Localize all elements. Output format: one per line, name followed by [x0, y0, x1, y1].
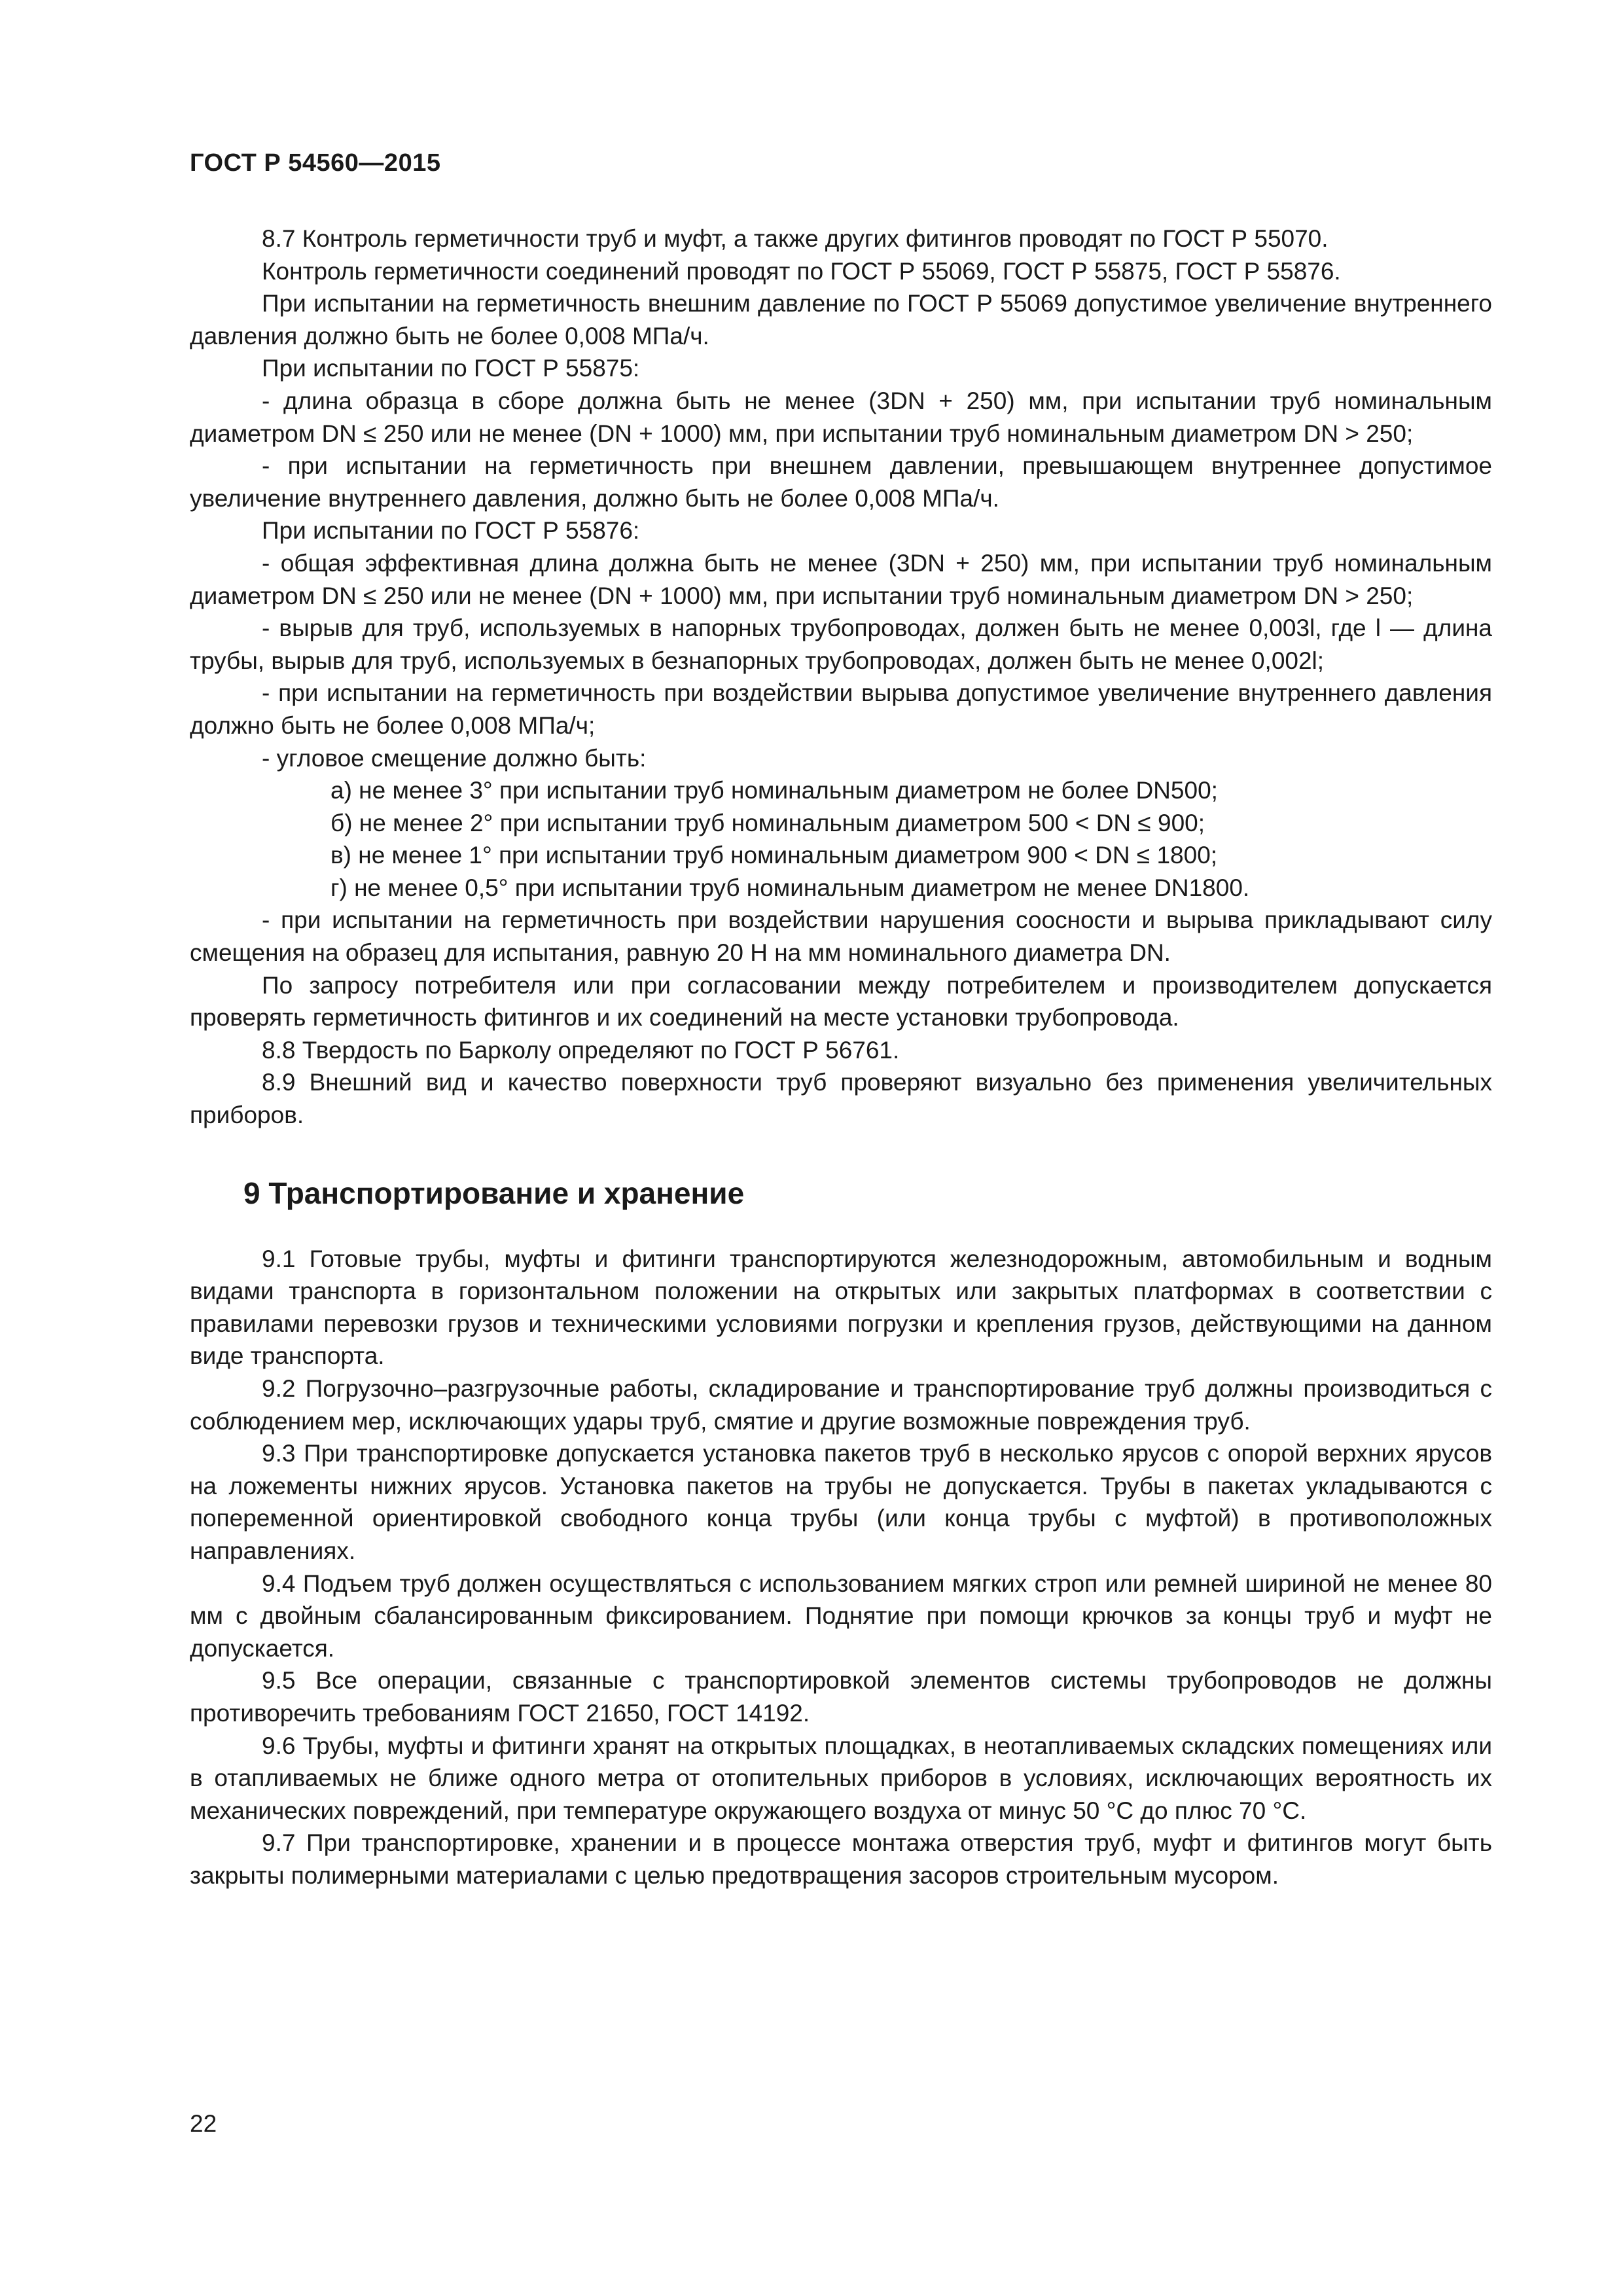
sublist-item-c: в) не менее 1° при испытании труб номинальным диаметром 900 < DN ≤ 1800; [330, 842, 1218, 869]
document-body [190, 223, 1492, 1892]
paragraph-8-7: 8.7 Контроль герметичности труб и муфт, а также других фитингов проводят по ГОСТ Р 55070. [262, 225, 1329, 252]
list-item-pullout: - вырыв для труб, используемых в напорных трубопроводах, должен быть не менее 0,003l, где l — длина трубы, вырыв для труб, используемых в безнапорных трубопроводах, должен быть не менее 0,002l; [190, 615, 1492, 674]
paragraph-9-5: 9.5 Все операции, связанные с транспортировкой элементов системы трубопроводов не должны противоречить требованиям ГОСТ 21650, ГОСТ 14192. [190, 1667, 1492, 1727]
document-code-header: ГОСТ Р 54560—2015 [190, 149, 441, 177]
page-number: 22 [190, 2110, 217, 2137]
paragraph-8-9: 8.9 Внешний вид и качество поверхности труб проверяют визуально без применения увеличительных приборов. [190, 1069, 1492, 1129]
list-item-external-pressure-increase: - при испытании на герметичность при внешнем давлении, превышающем внутреннее допустимое увеличение внутреннего давления, должно быть не более 0,008 МПа/ч. [190, 452, 1492, 512]
section-title-transport-storage: 9 Транспортирование и хранение [243, 1175, 745, 1210]
list-item-angular-offset: - угловое смещение должно быть: [262, 744, 647, 772]
sublist-item-d: г) не менее 0,5° при испытании труб номинальным диаметром не менее DN1800. [330, 874, 1250, 901]
list-item-sample-length: - длина образца в сборе должна быть не менее (3DN + 250) мм, при испытании труб номинальным диаметром DN ≤ 250 или не менее (DN + 1000) мм, при испытании труб номинальным диаметром DN > 250; [190, 387, 1492, 447]
paragraph-test-55876-intro: При испытании по ГОСТ Р 55876: [262, 517, 640, 545]
paragraph-onsite-check: По запросу потребителя или при согласовании между потребителем и производителем допускается проверять герметичность фитингов и их соединений на месте установки трубопровода. [190, 971, 1492, 1031]
paragraph-8-8: 8.8 Твердость по Барколу определяют по ГОСТ Р 56761. [262, 1036, 900, 1064]
paragraph-9-3: 9.3 При транспортировке допускается установка пакетов труб в несколько ярусов с опорой верхних ярусов на ложементы нижних ярусов. Установка пакетов на трубы не допускается. Трубы в пакетах укладываются с попеременной ориентировкой свободного конца трубы (или конца трубы с муфтой) в противоположных направлениях. [190, 1440, 1492, 1564]
paragraph-9-7: 9.7 При транспортировке, хранении и в процессе монтажа отверстия труб, муфт и фитингов могут быть закрыты полимерными материалами с целью предотвращения засоров строительным мусором. [190, 1829, 1492, 1889]
paragraph-joint-tightness: Контроль герметичности соединений проводят по ГОСТ Р 55069, ГОСТ Р 55875, ГОСТ Р 55876. [262, 257, 1341, 285]
paragraph-9-1: 9.1 Готовые трубы, муфты и фитинги транспортируются железнодорожным, автомобильным и водным видами транспорта в горизонтальном положении на открытых или закрытых платформах в соответствии с правилами перевозки грузов и техническими условиями погрузки и крепления грузов, действующими на данном виде транспорта. [190, 1245, 1492, 1370]
list-item-pullout-pressure: - при испытании на герметичность при воздействии вырыва допустимое увеличение внутреннего давления должно быть не более 0,008 МПа/ч; [190, 679, 1492, 739]
paragraph-9-2: 9.2 Погрузочно–разгрузочные работы, складирование и транспортирование труб должны производиться с соблюдением мер, исключающих удары труб, смятие и другие возможные повреждения труб. [190, 1375, 1492, 1435]
paragraph-external-pressure: При испытании на герметичность внешним давление по ГОСТ Р 55069 допустимое увеличение внутреннего давления должно быть не более 0,008 МПа/ч. [190, 290, 1492, 350]
sublist-item-b: б) не менее 2° при испытании труб номинальным диаметром 500 < DN ≤ 900; [330, 809, 1205, 836]
paragraph-9-6: 9.6 Трубы, муфты и фитинги хранят на открытых площадках, в неотапливаемых складских помещениях или в отапливаемых не ближе одного метра от отопительных приборов в условиях, исключающих вероятность их механических повреждений, при температуре окружающего воздуха от минус 50 °С до плюс 70 °С. [190, 1732, 1492, 1824]
list-item-effective-length: - общая эффективная длина должна быть не менее (3DN + 250) мм, при испытании труб номинальным диаметром DN ≤ 250 или не менее (DN + 1000) мм, при испытании труб номинальным диаметром DN > 250; [190, 549, 1492, 609]
sublist-item-a: а) не менее 3° при испытании труб номинальным диаметром не более DN500; [330, 777, 1218, 804]
paragraph-9-4: 9.4 Подъем труб должен осуществляться с использованием мягких строп или ремней шириной не менее 80 мм с двойным сбалансированным фиксированием. Поднятие при помощи крючков за концы труб и муфт не допускается. [190, 1570, 1492, 1662]
paragraph-test-55875-intro: При испытании по ГОСТ Р 55875: [262, 355, 640, 382]
list-item-misalignment-force: - при испытании на герметичность при воздействии нарушения соосности и вырыва прикладывают силу смещения на образец для испытания, равную 20 Н на мм номинального диаметра DN. [190, 906, 1492, 967]
